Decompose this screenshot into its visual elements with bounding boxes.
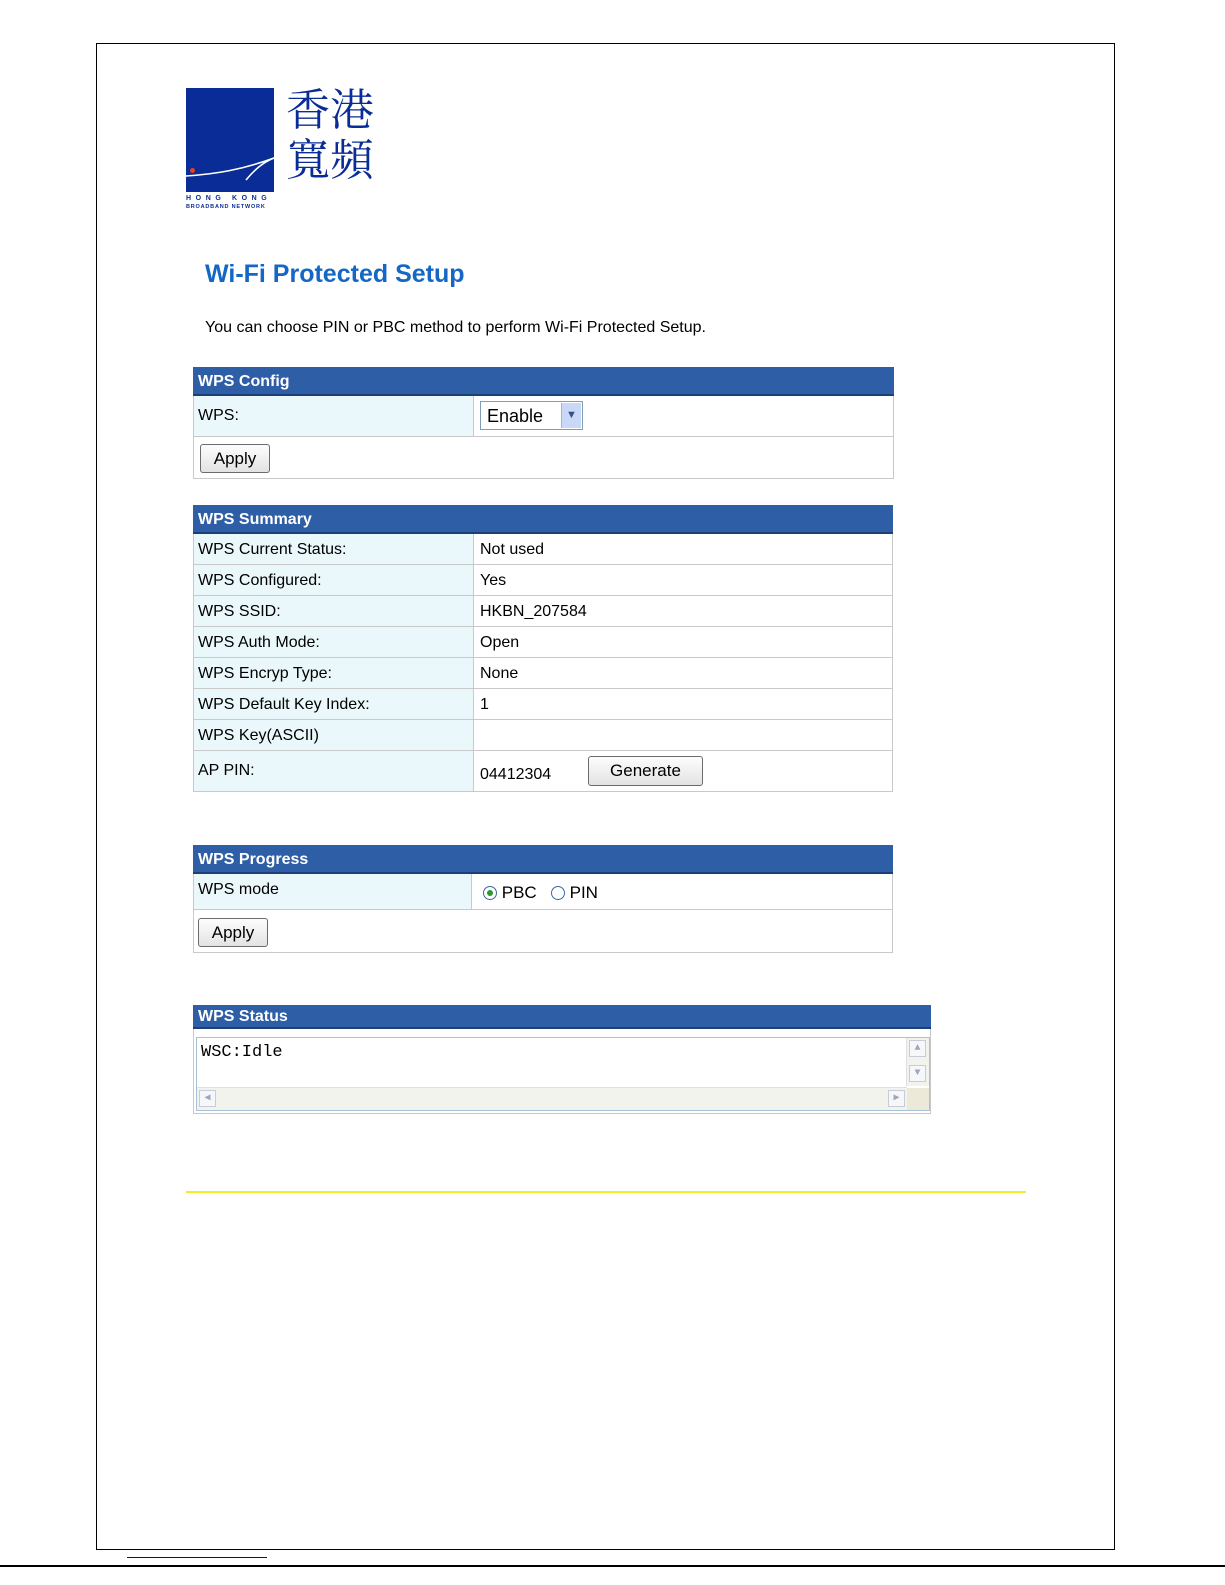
wps-status-panel <box>193 1005 931 1029</box>
table-row <box>193 534 893 565</box>
row-label: WPS Current Status: <box>194 534 474 564</box>
logo-english-line2: BROADBAND NETWORK <box>186 204 266 210</box>
row-label: WPS Default Key Index: <box>194 689 474 719</box>
logo-swoosh-icon <box>186 88 274 192</box>
wps-select-value: Enable <box>487 406 544 426</box>
wps-mode-options <box>474 874 892 909</box>
table-row <box>193 627 893 658</box>
logo-blue-block <box>186 88 274 192</box>
row-label: WPS Key(ASCII) <box>194 720 474 750</box>
wps-summary-panel <box>193 505 893 793</box>
wps-enable-row <box>193 396 894 437</box>
logo-dot-icon <box>190 168 195 173</box>
wps-config-header: WPS Config <box>193 367 894 396</box>
ap-pin-row <box>193 751 893 792</box>
scroll-up-icon[interactable]: ▲ <box>909 1040 926 1057</box>
wps-status-textarea[interactable] <box>196 1037 930 1111</box>
row-label: WPS Auth Mode: <box>194 627 474 657</box>
logo-chinese-text: 香港寬頻 <box>286 85 374 186</box>
ap-pin-label: AP PIN: <box>194 751 474 791</box>
logo-english-line1: HONG KONG <box>186 195 272 202</box>
radio-pbc[interactable] <box>483 886 497 900</box>
scroll-down-icon[interactable]: ▼ <box>909 1065 926 1082</box>
table-row <box>193 689 893 720</box>
horizontal-scrollbar[interactable] <box>197 1087 907 1110</box>
chevron-down-icon[interactable]: ▼ <box>561 403 581 428</box>
wps-config-apply-button[interactable]: Apply <box>200 444 270 473</box>
row-value: HKBN_207584 <box>480 603 587 620</box>
scroll-left-icon[interactable]: ◀ <box>199 1090 216 1107</box>
row-value: Open <box>480 634 520 651</box>
radio-pin-label[interactable]: PIN <box>569 883 598 902</box>
radio-pbc-label[interactable]: PBC <box>501 883 537 902</box>
scroll-right-icon[interactable]: ▶ <box>888 1090 905 1107</box>
row-label: WPS Encryp Type: <box>194 658 474 688</box>
wps-progress-apply-row <box>193 910 893 953</box>
wps-summary-header: WPS Summary <box>193 505 893 534</box>
row-value <box>476 720 892 750</box>
wps-progress-header: WPS Progress <box>193 845 893 874</box>
wps-status-box <box>193 1029 931 1114</box>
table-row <box>193 720 893 751</box>
table-row <box>193 565 893 596</box>
row-value: None <box>480 665 519 682</box>
page-title: Wi-Fi Protected Setup <box>205 260 465 288</box>
row-value: 1 <box>480 696 489 713</box>
wps-mode-label: WPS mode <box>194 874 472 909</box>
wps-progress-panel <box>193 845 893 954</box>
radio-pin[interactable] <box>551 886 565 900</box>
wps-config-panel <box>193 367 894 480</box>
wps-label: WPS: <box>194 396 474 436</box>
generate-button[interactable]: Generate <box>588 756 703 786</box>
vertical-scrollbar[interactable] <box>906 1038 929 1086</box>
wps-config-apply-row <box>193 437 894 479</box>
table-row <box>193 658 893 689</box>
wps-mode-row <box>193 874 893 910</box>
intro-text: You can choose PIN or PBC method to perform Wi-Fi Protected Setup. <box>205 319 706 336</box>
wps-status-header: WPS Status <box>193 1005 931 1029</box>
scrollbar-corner <box>907 1088 929 1110</box>
footer-divider <box>186 1191 1026 1193</box>
wps-select[interactable] <box>480 401 583 430</box>
footer-link-underline <box>127 1557 267 1558</box>
table-row <box>193 596 893 627</box>
bottom-rule <box>0 1565 1225 1567</box>
row-value: Not used <box>480 541 545 558</box>
wps-status-text: WSC:Idle <box>201 1043 283 1062</box>
row-value: Yes <box>480 572 507 589</box>
hkbn-logo <box>186 85 396 213</box>
row-label: WPS Configured: <box>194 565 474 595</box>
wps-progress-apply-button[interactable]: Apply <box>198 918 268 947</box>
row-label: WPS SSID: <box>194 596 474 626</box>
ap-pin-value: 04412304 <box>480 766 552 783</box>
